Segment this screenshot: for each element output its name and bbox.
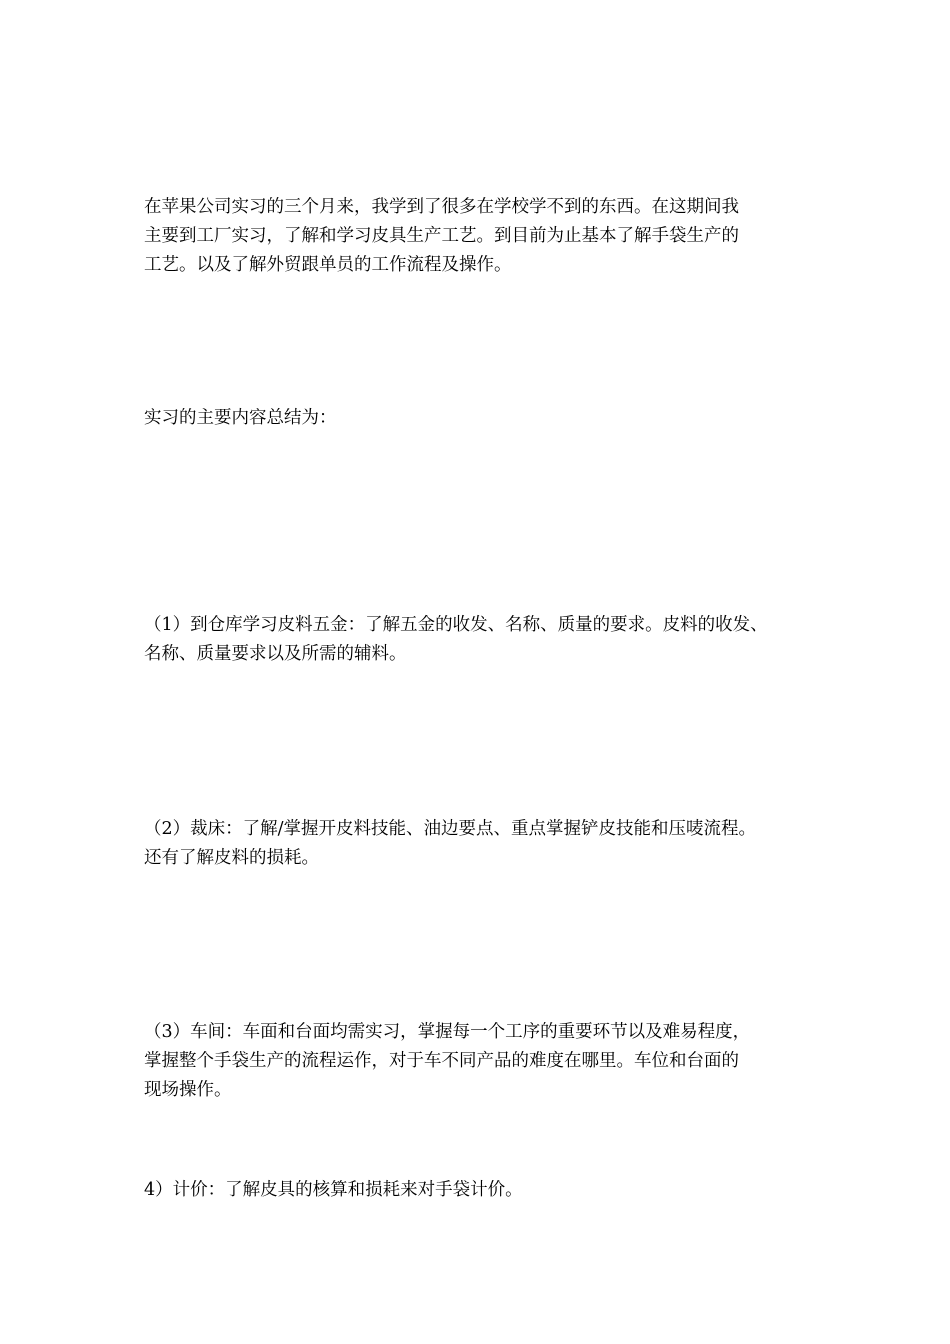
summary-line: 实习的主要内容总结为： — [144, 408, 337, 428]
item-2-line-1: （2）裁床：了解/掌握开皮料技能、油边要点、重点掌握铲皮技能和压唛流程。 — [144, 819, 757, 839]
item-3-paragraph — [144, 1018, 824, 1105]
summary-heading — [144, 404, 824, 433]
intro-line-2: 主要到工厂实习，了解和学习皮具生产工艺。到目前为止基本了解手袋生产的 — [144, 226, 739, 246]
item-1-line-1: （1）到仓库学习皮料五金：了解五金的收发、名称、质量的要求。皮料的收发、 — [144, 615, 768, 635]
item-3-line-1: （3）车间：车面和台面均需实习，掌握每一个工序的重要环节以及难易程度， — [144, 1022, 751, 1042]
item-3-line-3: 现场操作。 — [144, 1080, 232, 1100]
item-2-paragraph — [144, 815, 824, 873]
item-4-line-1: 4）计价：了解皮具的核算和损耗来对手袋计价。 — [144, 1180, 523, 1200]
item-4-paragraph — [144, 1176, 824, 1205]
item-1-line-2: 名称、质量要求以及所需的辅料。 — [144, 644, 407, 664]
item-3-line-2: 掌握整个手袋生产的流程运作，对于车不同产品的难度在哪里。车位和台面的 — [144, 1051, 739, 1071]
intro-paragraph — [144, 193, 824, 280]
item-2-line-2: 还有了解皮料的损耗。 — [144, 848, 319, 868]
intro-line-1: 在苹果公司实习的三个月来，我学到了很多在学校学不到的东西。在这期间我 — [144, 197, 739, 217]
intro-line-3: 工艺。以及了解外贸跟单员的工作流程及操作。 — [144, 255, 512, 275]
item-1-paragraph — [144, 611, 824, 669]
